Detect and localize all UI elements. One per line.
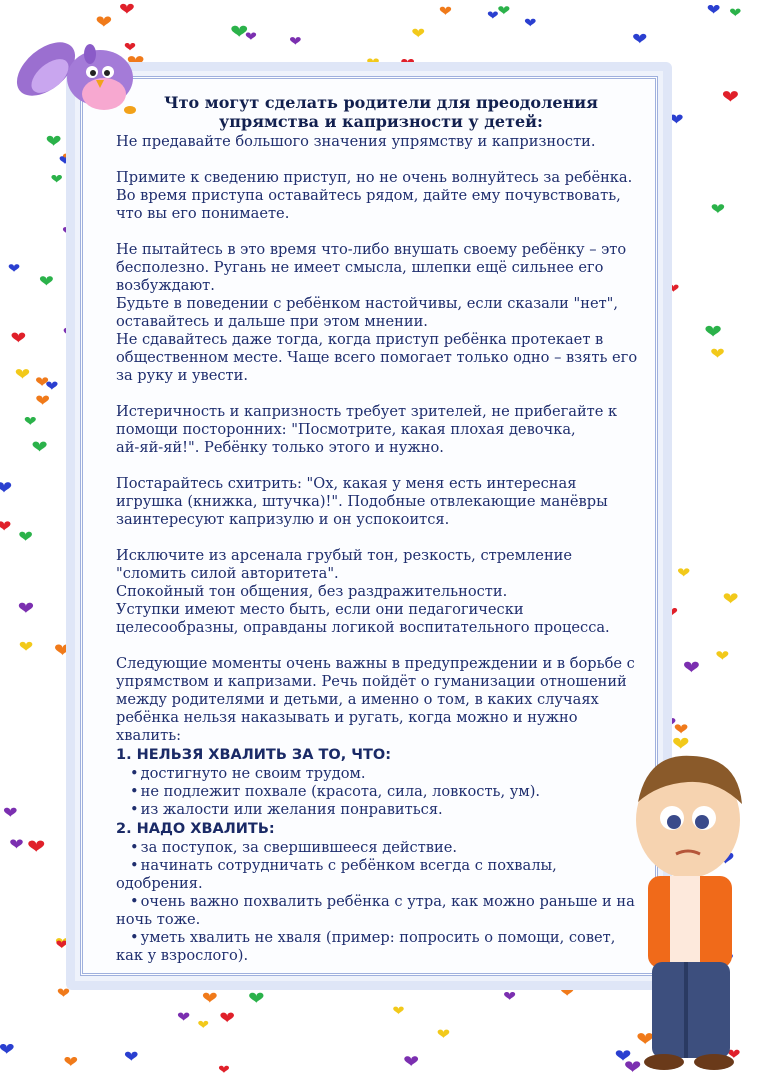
heart-icon: [684, 662, 699, 673]
heart-icon: [25, 417, 36, 425]
list-do-praise: [116, 839, 646, 965]
paragraph-5: Постарайтесь схитрить: "Ох, какая у меня есть интересная игрушка (книжка, штучка)!". Подобные отвлекающие манёвры заинтересуют капризулю и он успокоится.: [116, 475, 608, 528]
list-item: • достигнуто не своим трудом.: [116, 765, 646, 783]
heart-icon: [47, 136, 61, 146]
heart-icon: [504, 992, 515, 1000]
heart-icon: [708, 5, 720, 14]
heart-icon: [723, 91, 738, 102]
section-heading-2: 2. НАДО ХВАЛИТЬ:: [116, 821, 275, 837]
heart-icon: [724, 593, 738, 603]
heart-icon: [33, 442, 47, 452]
heart-icon: [9, 264, 20, 272]
heart-icon: [178, 1013, 189, 1021]
heart-icon: [58, 989, 69, 997]
heart-icon: [675, 724, 688, 733]
paragraph-2: Примите к сведению приступ, но не очень волнуйтесь за ребёнка. Во время приступа оставайтесь рядом, дайте ему почувствовать, что вы его понимаете.: [116, 169, 633, 222]
heart-icon: [488, 11, 498, 18]
heart-icon: [120, 4, 134, 14]
heart-icon: [393, 1007, 404, 1015]
heart-icon: [249, 993, 263, 1003]
list-item: • из жалости или желания понравиться.: [116, 801, 646, 819]
paragraph-6: Исключите из арсенала грубый тон, резкость, стремление "сломить силой авторитета". Спокойный тон общения, без раздражительности. Уступки имеют место быть, если они педагогически целесообразны, оправданы логикой воспитательного процесса.: [116, 547, 610, 636]
heart-icon: [220, 1013, 234, 1023]
paragraph-4: Истеричность и капризность требует зрителей, не прибегайте к помощи посторонних: "Посмотрите, какая плохая девочка, ай-яй-яй!". Ребёнку только этого и нужно.: [116, 403, 618, 456]
heart-icon: [19, 532, 32, 541]
paragraph-1: Не предавайте большого значения упрямству и капризности.: [116, 133, 596, 150]
heart-icon: [36, 396, 49, 405]
heart-icon: [16, 369, 29, 379]
list-item: • за поступок, за свершившееся действие.: [116, 839, 646, 857]
heart-icon: [705, 326, 720, 337]
list-item: • не подлежит похвале (красота, сила, ловкость, ум).: [116, 783, 646, 801]
heart-icon: [438, 1030, 450, 1038]
heart-icon: [670, 115, 682, 124]
heart-icon: [4, 808, 17, 817]
heart-icon: [125, 1052, 138, 1061]
document-body: [116, 93, 646, 965]
heart-icon: [633, 34, 646, 44]
heart-icon: [10, 840, 23, 849]
heart-icon: [40, 276, 53, 285]
heart-icon: [28, 841, 44, 853]
paragraph-7: Следующие моменты очень важны в предупреждении и в борьбе с упрямством и капризами. Речь пойдёт о гуманизации отношений между родителями и детьми, а именно о том, в каких случаях ребёнка нельзя наказывать и ругать, когда можно и нужно хвалить:: [116, 655, 635, 744]
heart-icon: [36, 377, 48, 386]
heart-icon: [246, 32, 256, 40]
heart-icon: [0, 521, 10, 530]
heart-icon: [0, 1044, 14, 1054]
page-title: Что могут сделать родители для преодоления упрямства и капризности у детей:: [164, 93, 598, 131]
heart-icon: [219, 1066, 229, 1073]
heart-icon: [716, 651, 728, 660]
heart-icon: [231, 26, 247, 37]
heart-icon: [20, 642, 33, 651]
heart-icon: [0, 482, 11, 492]
paragraph-3: Не пытайтесь в это время что-либо внушать своему ребёнку – это бесполезно. Ругань не имеет смысла, шлепки ещё сильнее его возбуждают. Будьте в поведении с ребёнком настойчивы, если сказали "нет", оставайтесь и дальше при этом мнении. Не сдавайтесь даже тогда, когда приступ ребёнка протекает в общественном месте. Чаще всего помогает только одно – взять его за руку и увести.: [116, 241, 638, 384]
heart-icon: [440, 7, 451, 15]
heart-icon: [198, 1021, 208, 1028]
heart-icon: [19, 603, 33, 613]
heart-icon: [525, 19, 536, 27]
heart-icon: [12, 333, 26, 343]
heart-icon: [730, 9, 741, 17]
heart-icon: [498, 6, 509, 14]
heart-icon: [46, 382, 57, 390]
heart-icon: [51, 175, 62, 183]
heart-icon: [712, 204, 725, 213]
list-item: • уметь хвалить не хваля (пример: попросить о помощи, совет, как у взрослого).: [116, 929, 646, 965]
heart-icon: [64, 1057, 77, 1066]
heart-icon: [203, 993, 217, 1003]
heart-icon: [290, 37, 301, 45]
section-heading-1: 1. НЕЛЬЗЯ ХВАЛИТЬ ЗА ТО, ЧТО:: [116, 747, 391, 763]
heart-icon: [711, 349, 724, 358]
heart-icon: [678, 568, 689, 576]
list-do-not-praise: [116, 765, 646, 819]
heart-icon: [412, 29, 424, 38]
list-item: • начинать сотрудничать с ребёнком всегда с похвалы, одобрения.: [116, 857, 646, 893]
heart-icon: [404, 1056, 418, 1066]
list-item: • очень важно похвалить ребёнка с утра, как можно раньше и на ночь тоже.: [116, 893, 646, 929]
